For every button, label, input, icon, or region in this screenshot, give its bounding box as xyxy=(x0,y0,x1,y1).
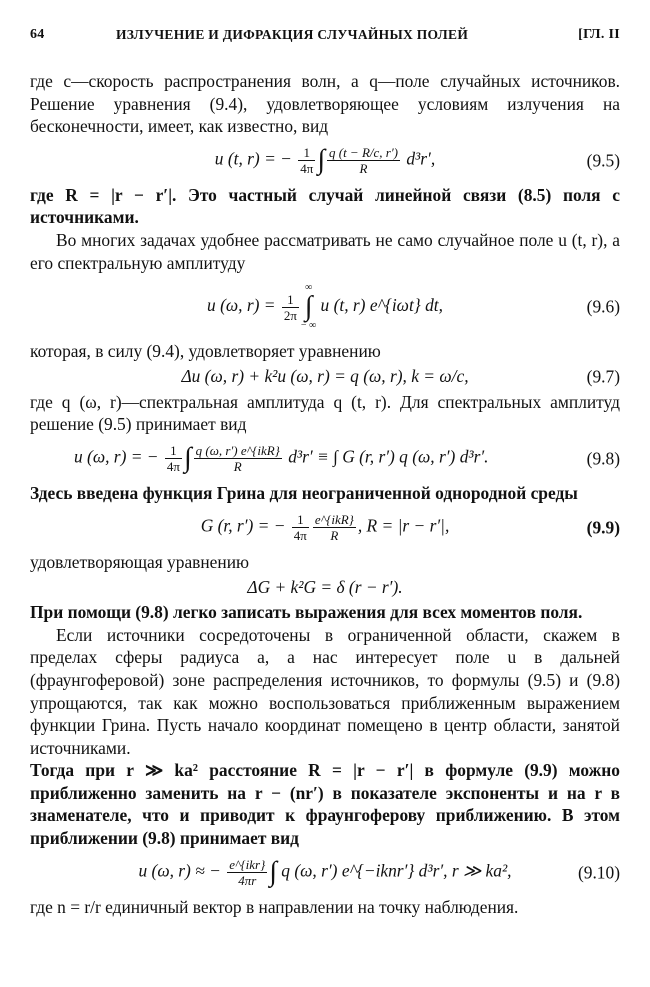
paragraph-5: где q (ω, r)—спектральная амплитуда q (t, r). Для спектральных амплитуд решение (9.5) принимает вид xyxy=(30,391,620,435)
equation-number: (9.5) xyxy=(586,150,620,171)
equation-number: (9.7) xyxy=(586,366,620,387)
equation-9-9: G (r, r′) = − $\frac{1}{4\pi}$ $\frac{\text{e\textasciicircum{}\{ikR\}}}{R}$ , R = |r − r′|, (9.9) xyxy=(200,512,620,544)
equation-green: ΔG + k²G = δ (r − r′). xyxy=(247,576,403,597)
fraction: $\frac{1}{4\pi}$ xyxy=(166,443,180,475)
page-number: 64 xyxy=(30,27,45,42)
integral-sign: ∫ xyxy=(317,144,325,176)
equation-number: (9.10) xyxy=(577,862,620,883)
paragraph-9b: Тогда при r ≫ ka² расстояние R = |r − r′| в формуле (9.9) можно приближенно заменить на r − (nr′) в показателе экспоненты и на r в знаменателе, что и приводит к фраунгоферову приближению. В этом приближении (9.8) принимает вид xyxy=(30,760,620,849)
paragraph-1: где c—скорость распространения волн, а q—поле случайных источников. Решение уравнения (9.4), удовлетворяющее условиям излучения на бесконечности, имеет, как известно, вид xyxy=(30,71,620,137)
running-header xyxy=(30,24,620,46)
fraction: $\frac{1}{4\pi}$ xyxy=(300,145,314,177)
fraction: $\frac{1}{4\pi}$ xyxy=(293,512,307,544)
running-title: ИЗЛУЧЕНИЕ И ДИФРАКЦИЯ СЛУЧАЙНЫХ ПОЛЕЙ xyxy=(116,27,469,42)
fraction: $\frac{1}{2\pi}$ xyxy=(283,291,297,323)
paragraph-4: которая, в силу (9.4), удовлетворяет уравнению xyxy=(30,341,381,362)
chapter-marker: [ГЛ. II xyxy=(578,27,620,42)
equation-number: (9.6) xyxy=(586,296,620,317)
integral-sign: ∫ xyxy=(269,856,277,888)
equation-number: (9.9) xyxy=(586,517,620,538)
fraction: $\frac{q (t - R/c, r')}{R}$ xyxy=(328,145,399,177)
paragraph-6: Здесь введена функция Грина для неограниченной однородной среды xyxy=(30,482,578,503)
fraction: $\frac{\text{e\textasciicircum{}\{ikR\}}}{R}$ xyxy=(314,512,354,544)
paragraph-2: где R = |r − r′|. Это частный случай линейной связи (8.5) поля с источниками. xyxy=(30,184,620,228)
fraction: $\frac{\text{q (ω, r′) e\textasciicircum{}\{ikR\}}}{R}$ xyxy=(195,443,280,475)
equation-9-6: u (ω, r) = $\frac{1}{2\pi}$ ∞ ∫ − ∞ u (t, r) e^{iωt} dt, (9.6) xyxy=(207,282,620,332)
equation-9-7: Δu (ω, r) + k²u (ω, r) = q (ω, r), k = ω/c, (9.7) xyxy=(181,366,620,387)
paragraph-10: где n = r/r единичный вектор в направлении на точку наблюдения. xyxy=(30,896,519,917)
equation-9-5: u (t, r) = − $\frac{1}{4\pi}$ ∫ $\frac{q (t - R/c, r')}{R}$ d³r′, (9.5) xyxy=(214,144,620,177)
equation-number: (9.8) xyxy=(586,448,620,469)
integral-sign: ∫ xyxy=(183,442,192,474)
paragraph-8: При помощи (9.8) легко записать выражения для всех моментов поля. xyxy=(30,602,583,623)
paragraph-7: удовлетворяющая уравнению xyxy=(30,551,250,572)
paragraph-9a: Если источники сосредоточены в ограниченной области, скажем в пределах сферы радиуса a, а нас интересует поле u в дальней (фраунгоферовой) зоне распределения источников, то формулы (9.5) и (9.8) упрощаются, так как можно воспользоваться приближенным выражением функции Грина. Пусть начало координат помещено в центр области, занятой источниками. xyxy=(30,624,620,758)
page xyxy=(30,24,620,964)
fraction: $\frac{\text{e\textasciicircum{}\{ikr\}}}{4\pi r}$ xyxy=(229,857,266,889)
equation-9-10: u (ω, r) ≈ − $\frac{\text{e\textasciicircum{}\{ikr\}}}{4\pi r}$ ∫ q (ω, r′) e^{−iknr′} d³r′, r ≫ ka², (9.10) xyxy=(138,856,620,889)
integral-with-limits: ∞ ∫ − ∞ xyxy=(300,282,317,332)
equation-9-8: u (ω, r) = − $\frac{1}{4\pi}$ ∫ $\frac{\text{q (ω, r′) e\textasciicircum{}\{ikR\}}}{R}$ d³r′ ≡ ∫ G (r, r′) q (ω, r′) d³r′. (9.8) xyxy=(74,442,620,475)
paragraph-3: Во многих задачах удобнее рассматривать не само случайное поле u (t, r), а его спектральную амплитуду xyxy=(30,229,620,273)
